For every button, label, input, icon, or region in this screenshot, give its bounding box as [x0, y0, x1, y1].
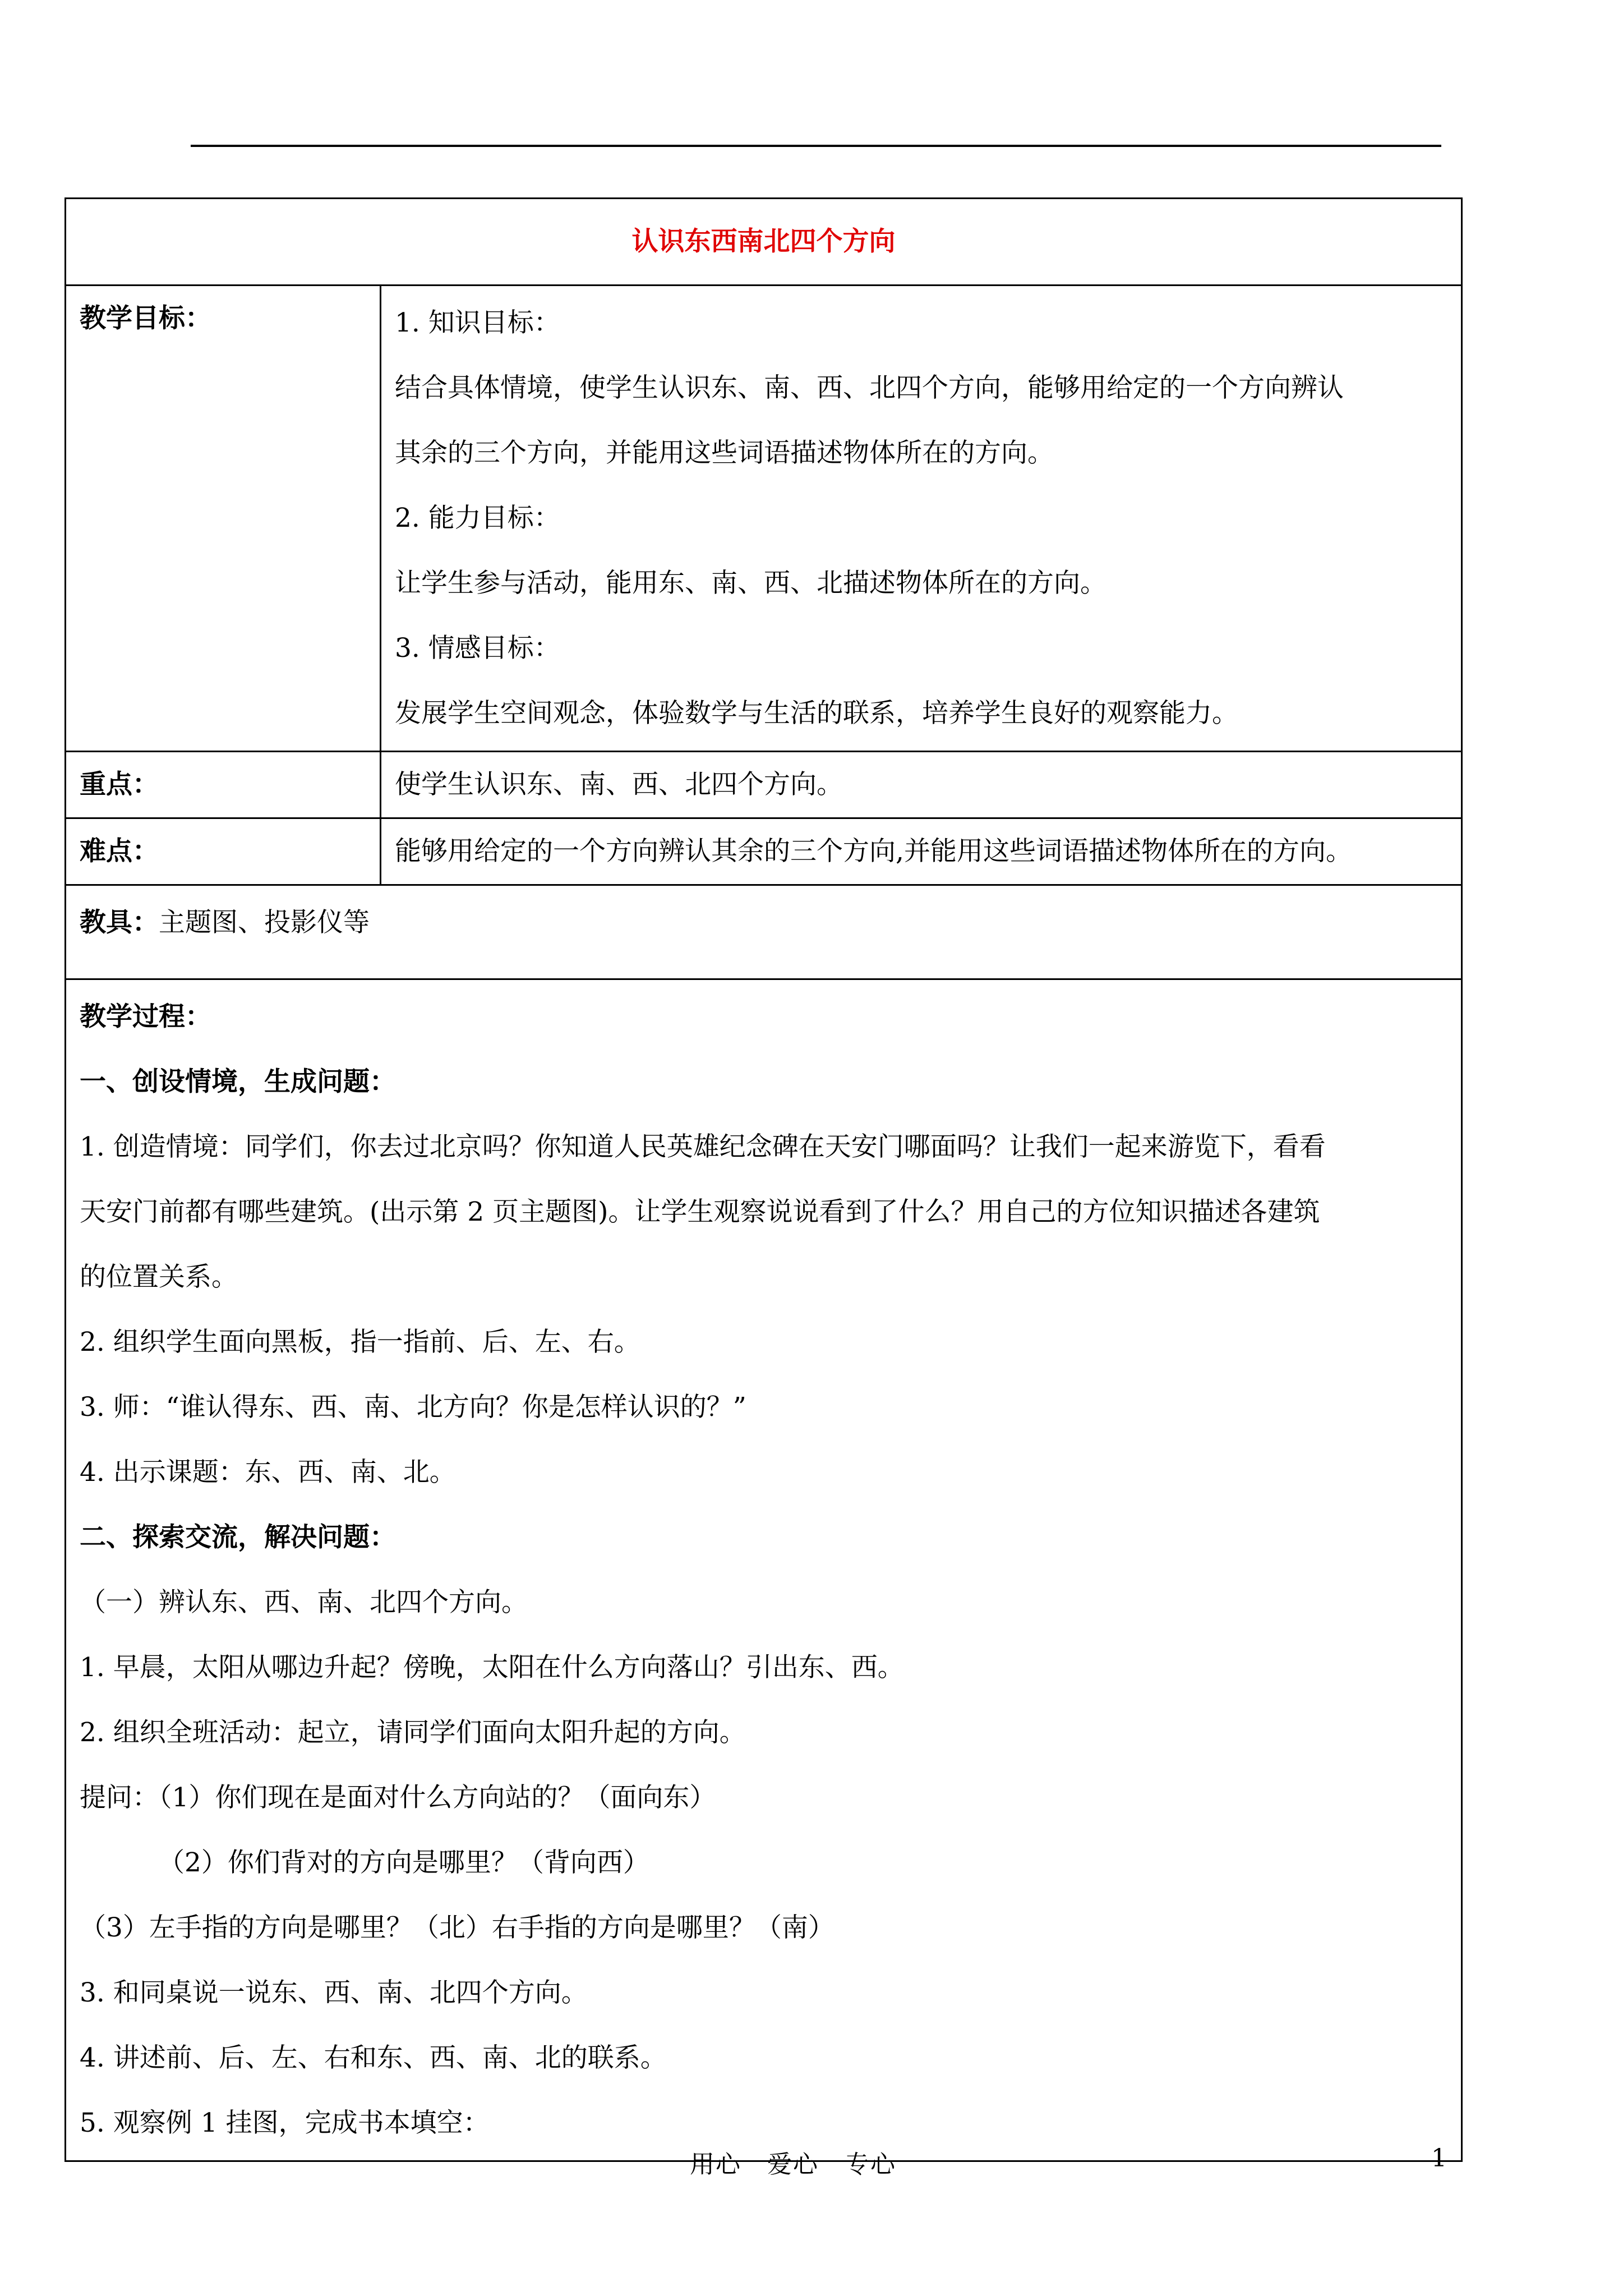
process-line: 4. 讲述前、后、左、右和东、西、南、北的联系。	[80, 2042, 667, 2073]
section-heading: 一、创设情境，生成问题：	[80, 1066, 396, 1097]
key-point-label: 重点：	[66, 752, 381, 818]
process-line: （一）辨认东、西、南、北四个方向。	[80, 1587, 528, 1618]
process-label: 教学过程：	[80, 1001, 211, 1032]
process-row	[66, 979, 1462, 2161]
footer-motto: 用心 爱心 专心	[690, 2150, 896, 2179]
objective-line: 结合具体情境，使学生认识东、南、西、北四个方向，能够用给定的一个方向辨认	[395, 372, 1344, 403]
lesson-plan-table	[64, 197, 1463, 2162]
tools-cell	[66, 885, 1462, 979]
process-line: 1. 早晨，太阳从哪边升起？傍晚，太阳在什么方向落山？引出东、西。	[80, 1652, 904, 1683]
key-point-row	[66, 752, 1462, 818]
objectives-row	[66, 286, 1462, 752]
objectives-label: 教学目标：	[66, 286, 381, 752]
section-heading: 二、探索交流，解决问题：	[80, 1522, 396, 1553]
objective-line: 3. 情感目标：	[395, 633, 560, 664]
process-line: 提问：（1）你们现在是面对什么方向站的？（面向东）	[80, 1782, 716, 1813]
tools-label: 教具：	[80, 907, 159, 938]
objective-line: 1. 知识目标：	[395, 307, 560, 338]
key-point-text: 使学生认识东、南、西、北四个方向。	[381, 752, 1462, 818]
process-line: 天安门前都有哪些建筑。(出示第 2 页主题图)。让学生观察说说看到了什么？用自己的方位知识描述各建筑	[80, 1197, 1320, 1227]
process-line: 5. 观察例 1 挂图，完成书本填空：	[80, 2108, 490, 2138]
tools-row	[66, 885, 1462, 979]
process-line: 2. 组织学生面向黑板，指一指前、后、左、右。	[80, 1327, 640, 1358]
process-line: 3. 和同桌说一说东、西、南、北四个方向。	[80, 1977, 588, 2008]
difficulty-label: 难点：	[66, 818, 381, 885]
process-line: 4. 出示课题：东、西、南、北。	[80, 1457, 456, 1488]
objective-line: 其余的三个方向，并能用这些词语描述物体所在的方向。	[395, 438, 1054, 468]
process-line: 1. 创造情境：同学们，你去过北京吗？你知道人民英雄纪念碑在天安门哪面吗？让我们一起来游览下，看看	[80, 1131, 1326, 1162]
process-line: （2）你们背对的方向是哪里？（背向西）	[158, 1847, 649, 1878]
objectives-content	[381, 286, 1462, 752]
tools-text: 主题图、投影仪等	[159, 907, 370, 938]
lesson-title: 认识东西南北四个方向	[66, 199, 1462, 286]
page-number: 1	[1431, 2144, 1447, 2173]
process-line: 3. 师：“谁认得东、西、南、北方向？你是怎样认识的？”	[80, 1392, 746, 1423]
process-line: 的位置关系。	[80, 1262, 238, 1292]
objective-line: 让学生参与活动，能用东、南、西、北描述物体所在的方向。	[395, 568, 1106, 599]
process-cell	[66, 979, 1462, 2161]
difficulty-text: 能够用给定的一个方向辨认其余的三个方向,并能用这些词语描述物体所在的方向。	[381, 818, 1462, 885]
objective-line: 2. 能力目标：	[395, 503, 560, 533]
process-line: （3）左手指的方向是哪里？（北）右手指的方向是哪里？（南）	[80, 1912, 834, 1943]
process-line: 2. 组织全班活动：起立，请同学们面向太阳升起的方向。	[80, 1717, 746, 1748]
header-rule	[191, 145, 1441, 147]
objective-line: 发展学生空间观念，体验数学与生活的联系，培养学生良好的观察能力。	[395, 698, 1238, 729]
difficulty-row	[66, 818, 1462, 885]
